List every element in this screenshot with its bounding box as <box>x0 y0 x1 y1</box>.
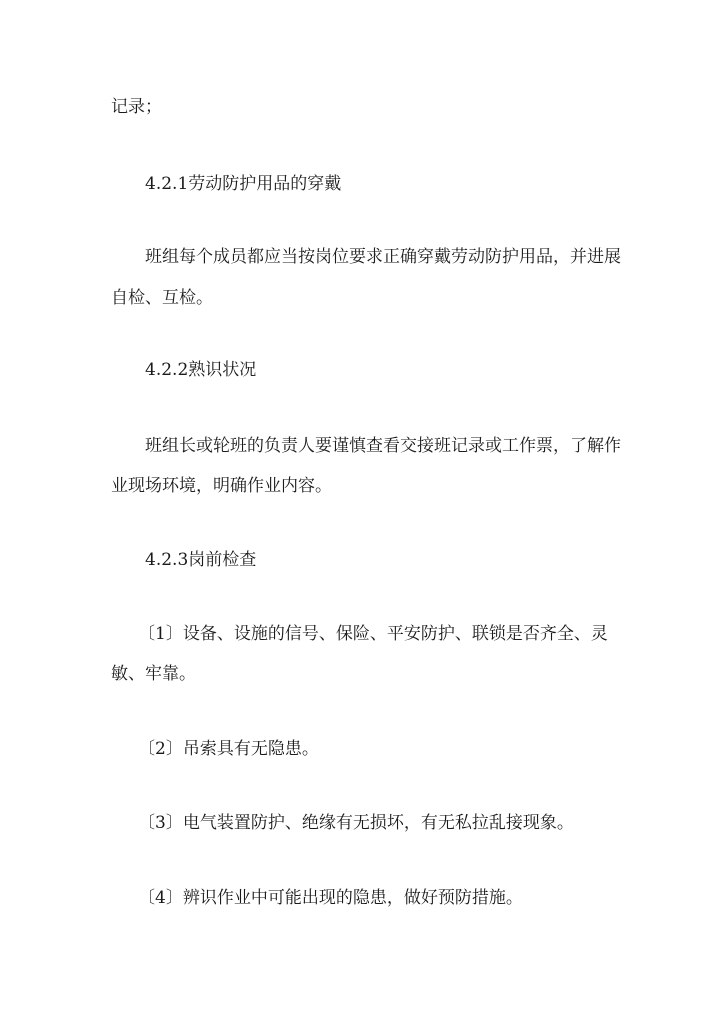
paragraph-line: 班组长或轮班的负责人要谨慎查看交接班记录或工作票，了解作 <box>145 436 621 456</box>
paragraph-line: 敏、牢靠。 <box>111 664 196 684</box>
section-heading: 4.2.2熟识状况 <box>145 360 257 380</box>
section-heading: 4.2.3岗前检查 <box>145 550 257 570</box>
paragraph-line: 自检、互检。 <box>111 288 213 308</box>
list-item: 〔3〕电气装置防护、绝缘有无损坏，有无私拉乱接现象。 <box>138 813 574 833</box>
section-heading: 4.2.1劳动防护用品的穿戴 <box>145 174 342 194</box>
list-item: 〔1〕设备、设施的信号、保险、平安防护、联锁是否齐全、灵 <box>138 624 608 644</box>
text-line: 记录； <box>111 97 162 117</box>
paragraph-line: 班组每个成员都应当按岗位要求正确穿戴劳动防护用品，并进展 <box>145 247 621 267</box>
list-item: 〔4〕辨识作业中可能出现的隐患，做好预防措施。 <box>138 888 523 908</box>
paragraph-line: 业现场环境，明确作业内容。 <box>111 476 332 496</box>
list-item: 〔2〕吊索具有无隐患。 <box>138 739 319 759</box>
